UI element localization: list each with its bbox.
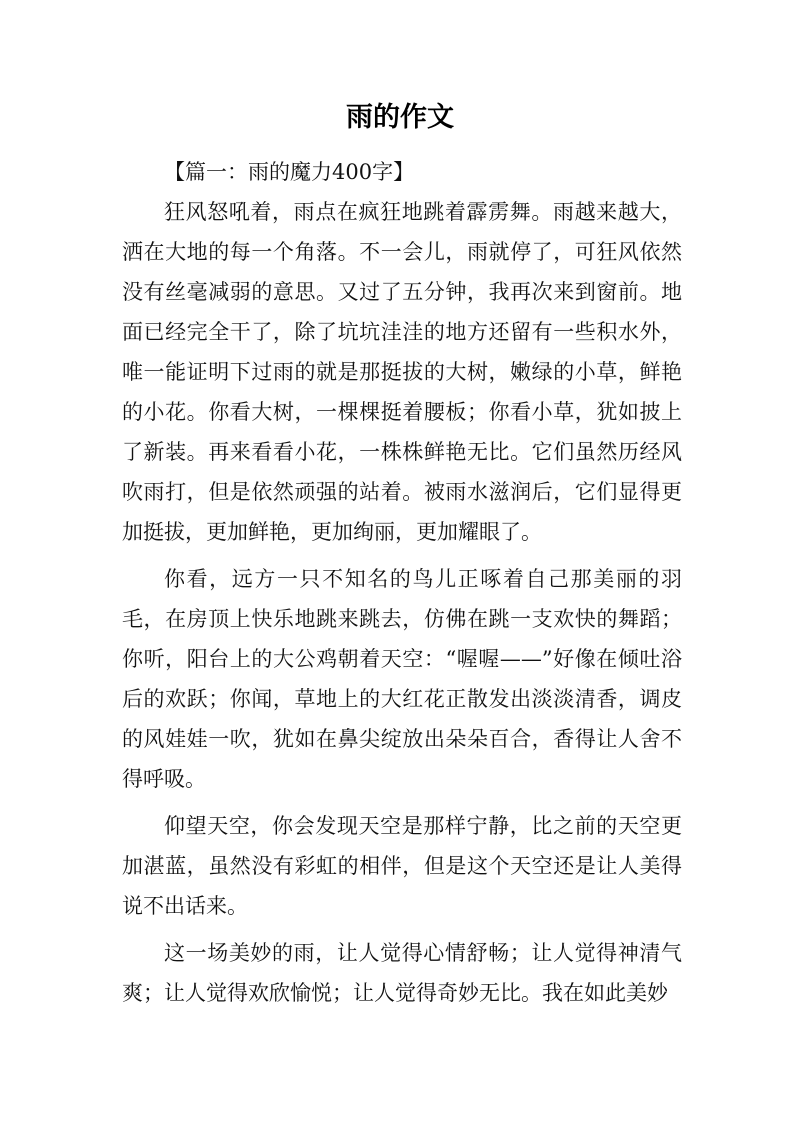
paragraph-3: 仰望天空，你会发现天空是那样宁静，比之前的天空更加湛蓝，虽然没有彩虹的相伴，但是这个天空还是让人美得说不出话来。	[122, 814, 682, 918]
section-heading: 【篇一：雨的魔力400字】	[164, 160, 415, 184]
paragraph-4: 这一场美妙的雨，让人觉得心情舒畅；让人觉得神清气爽；让人觉得欢欣愉悦；让人觉得奇妙无比。我在如此美妙	[122, 941, 682, 1005]
document-body	[122, 152, 682, 1020]
paragraph-2: 你看，远方一只不知名的鸟儿正啄着自己那美丽的羽毛，在房顶上快乐地跳来跳去，仿佛在跳一支欢快的舞蹈；你听，阳台上的大公鸡朝着天空：“喔喔——”好像在倾吐浴后的欢跃；你闻，草地上的大红花正散发出淡淡清香，调皮的风娃娃一吹，犹如在鼻尖绽放出朵朵百合，香得让人舍不得呼吸。	[122, 567, 682, 791]
page-title: 雨的作文	[346, 102, 454, 133]
paragraph-1: 狂风怒吼着，雨点在疯狂地跳着霹雳舞。雨越来越大，洒在大地的每一个角落。不一会儿，雨就停了，可狂风依然没有丝毫减弱的意思。又过了五分钟，我再次来到窗前。地面已经完全干了，除了坑坑洼洼的地方还留有一些积水外，唯一能证明下过雨的就是那挺拔的大树，嫩绿的小草，鲜艳的小花。你看大树，一棵棵挺着腰板；你看小草，犹如披上了新装。再来看看小花，一株株鲜艳无比。它们虽然历经风吹雨打，但是依然顽强的站着。被雨水滋润后，它们显得更加挺拔，更加鲜艳，更加绚丽，更加耀眼了。	[122, 200, 682, 544]
